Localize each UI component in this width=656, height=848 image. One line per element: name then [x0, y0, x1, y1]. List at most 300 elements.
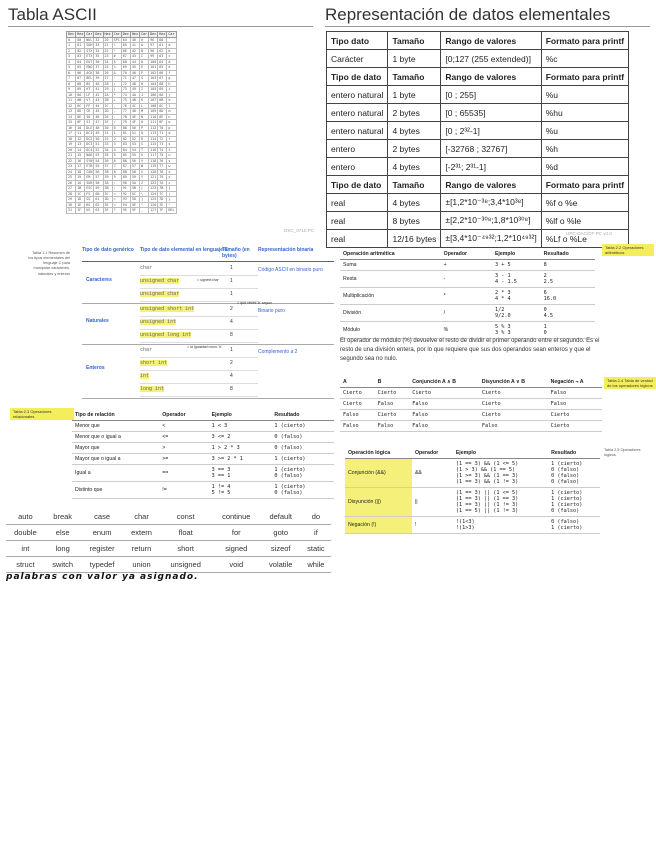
ascii-cell: HT [85, 87, 94, 93]
logic-row [345, 488, 600, 517]
ascii-cell: 78 [158, 169, 167, 175]
ascii-cell: 4A [130, 92, 139, 98]
ascii-cell: 21 [67, 153, 76, 159]
ascii-cell: - [112, 109, 121, 115]
arith-header-cell: Operador [441, 249, 492, 260]
rel-cell: 3 >= 2 * 1 [209, 454, 272, 465]
ascii-cell: ETB [86, 164, 93, 168]
rep-cell: 1 byte [388, 86, 441, 104]
ascii-cell: + [112, 98, 121, 104]
types-size: 2 [230, 306, 233, 312]
ascii-cell: 4B [130, 98, 139, 104]
ascii-cell: 114 [150, 136, 157, 141]
ascii-cell: 31 [103, 131, 112, 137]
ascii-cell: DEL [168, 208, 175, 212]
ascii-cell: 1E [76, 202, 85, 208]
ascii-cell: SOH [86, 43, 93, 47]
ascii-cell: BS [85, 81, 94, 87]
ascii-cell: ~ [167, 202, 176, 208]
truth-cell: Falso [409, 410, 479, 421]
ascii-cell: 19 [67, 142, 76, 148]
ascii-cell: FS [85, 191, 94, 197]
ascii-cell: 60 [158, 37, 167, 43]
ascii-cell: 124 [150, 191, 157, 196]
ascii-cell: 78 [121, 114, 130, 120]
ascii-cell: 39 [103, 175, 112, 181]
ascii-cell: 18 [76, 169, 85, 175]
ascii-cell: 53 [94, 153, 103, 159]
types-size: 1 [230, 291, 233, 297]
rel-cell: 0 (falso) [271, 432, 334, 443]
ascii-cell: 47 [94, 120, 103, 126]
arith-cell: % [441, 322, 492, 339]
keyword-cell: const [159, 509, 211, 525]
ascii-cell: 75 [158, 153, 167, 159]
ascii-cell: 6 [112, 158, 121, 164]
keyword-cell: auto [6, 509, 45, 525]
rep-cell: ±[2,2*10⁻³⁰⁸;1,8*10³⁰⁸] [441, 212, 541, 230]
keyword-cell: short [159, 541, 211, 557]
ascii-cell: 7 [67, 76, 76, 82]
rep-cell: %d [541, 158, 628, 176]
ascii-cell: * [112, 92, 121, 98]
arith-header-cell: Operación aritmética [340, 249, 441, 260]
ascii-cell: 10 [67, 92, 76, 98]
ascii-cell: 50 [94, 136, 103, 142]
ascii-cell: 49 [94, 131, 103, 137]
rel-header-cell: Ejemplo [209, 410, 272, 421]
logic-cell: && [412, 459, 453, 488]
ascii-cell: 48 [94, 125, 103, 131]
keyword-cell: void [212, 557, 261, 573]
keyword-cell: continue [212, 509, 261, 525]
ascii-cell: & [112, 70, 121, 76]
truth-cell: Falso [375, 399, 410, 410]
ascii-cell: 76 [158, 158, 167, 164]
ascii-cell: 95 [121, 208, 130, 214]
rep-header-cell: Tipo de dato [327, 176, 388, 194]
ascii-cell: 72 [121, 81, 130, 87]
rep-cell: real [327, 194, 388, 212]
ascii-cell: 107 [150, 98, 157, 102]
ascii-cell: 45 [94, 109, 103, 115]
ascii-cell: 27 [67, 186, 76, 192]
ascii-cell: U [140, 153, 149, 159]
ascii-cell: [ [140, 186, 149, 192]
ascii-cell: 70 [158, 125, 167, 131]
truth-cell: Falso [375, 421, 410, 432]
ascii-cell: ? [112, 208, 121, 214]
rep-cell: [0 ; 2³²-1] [441, 122, 541, 140]
rel-cell: 1 (cierto) 0 (falso) [271, 465, 334, 482]
ascii-cell: 71 [121, 76, 130, 82]
ascii-cell: 0 [112, 125, 121, 131]
logic-header-cell: Resultado [548, 448, 600, 459]
keyword-cell: else [45, 525, 81, 541]
types-h3: Representación binaria [258, 247, 314, 253]
ascii-cell: 41 [94, 87, 103, 93]
keyword-cell: default [261, 509, 301, 525]
arith-cell: - [441, 271, 492, 288]
ascii-header-cell: Hex [77, 32, 84, 36]
arith-header-cell: Resultado [541, 249, 595, 260]
ascii-cell: 37 [94, 65, 103, 71]
ascii-cell: 54 [130, 147, 139, 153]
ascii-cell: 46 [94, 114, 103, 120]
rep-header-cell: Rango de valores [441, 176, 541, 194]
ascii-cell: 6B [158, 98, 167, 104]
ascii-cell: 1D [76, 197, 85, 203]
ascii-cell: 59 [130, 175, 139, 181]
types-size: 8 [230, 332, 233, 338]
types-group-name: Enteros [86, 365, 105, 371]
rel-cell: 1 (cierto) 0 (falso) [271, 482, 334, 499]
ascii-cell: 00 [76, 37, 85, 43]
ascii-cell: 94 [121, 202, 130, 208]
ascii-cell: 6A [158, 92, 167, 98]
ascii-cell: 01 [76, 43, 85, 49]
rep-cell: [0 ; 255] [441, 86, 541, 104]
ascii-cell: 122 [150, 180, 157, 185]
ascii-cell: m [167, 109, 176, 115]
ascii-cell: 5 [67, 65, 76, 71]
ascii-cell: 13 [67, 109, 76, 115]
ascii-cell: e [167, 65, 176, 71]
ascii-cell: 0 [67, 37, 76, 43]
ascii-cell: 4F [130, 120, 139, 126]
ascii-cell: LF [85, 92, 94, 98]
arith-cell: Multiplicación [340, 288, 441, 305]
ascii-cell: 5D [130, 197, 139, 203]
ascii-cell: 2C [103, 103, 112, 109]
ascii-cell: 3A [103, 180, 112, 186]
keyword-cell: goto [261, 525, 301, 541]
ascii-cell: 92 [121, 191, 130, 197]
arith-header-cell: Ejemplo [492, 249, 541, 260]
rel-cell: 3 == 3 3 == 1 [209, 465, 272, 482]
rep-int-row [327, 86, 629, 104]
ascii-cell: 64 [121, 37, 130, 43]
ascii-cell: k [167, 98, 176, 104]
keyword-cell: float [159, 525, 211, 541]
rep-cell: %hu [541, 104, 628, 122]
ascii-cell: DLE [86, 125, 93, 130]
ascii-cell: 57 [130, 164, 139, 170]
ascii-cell: 55 [94, 164, 103, 170]
rel-table [72, 410, 334, 499]
ascii-cell: 2F [103, 120, 112, 126]
truth-row [340, 410, 602, 421]
ascii-header-cell: Car [141, 32, 148, 36]
ascii-cell: 13 [76, 142, 85, 148]
ascii-cell: b [167, 48, 176, 54]
ascii-cell: , [112, 103, 121, 109]
ascii-cell: o [167, 120, 176, 126]
ascii-cell: 5 [112, 153, 121, 159]
rep-header-cell: Tipo dato [327, 32, 388, 50]
truth-cell: Falso [548, 388, 602, 399]
arith-cell: 3 - 1 4 - 1.5 [492, 271, 541, 288]
types-size: 1 [230, 347, 233, 353]
ascii-cell: 28 [103, 81, 112, 87]
ascii-header-cell: Hex [104, 32, 111, 36]
ascii-cell: C [140, 54, 149, 60]
ascii-cell: 117 [150, 153, 157, 157]
ascii-cell: D [140, 59, 149, 65]
ascii-cell: ; [112, 186, 121, 192]
ascii-cell: 0F [76, 120, 85, 126]
rep-cell: %c [541, 50, 628, 68]
ascii-cell: ] [140, 197, 149, 203]
truth-cell: Falso [409, 399, 479, 410]
ascii-cell: 74 [158, 147, 167, 153]
ascii-cell: 11 [67, 98, 76, 104]
ascii-cell: 1A [76, 180, 85, 186]
logic-tag: Tabla 2.5 Operadores lógicos [604, 448, 641, 458]
ascii-cell: ` [167, 37, 176, 43]
logic-cell: (1 == 3) && (1 <= 5) (1 > 3) && (1 == 5) (1 >= 3) && (1 == 3) (1 == 3) && (1 != 3) [453, 459, 548, 488]
ascii-cell: FF [85, 103, 94, 109]
ascii-cell: 4E [130, 114, 139, 120]
ascii-cell: G [140, 76, 149, 82]
rep-cell: 4 bytes [388, 122, 441, 140]
ascii-cell: 72 [158, 136, 167, 142]
truth-header-cell: Conjunción A ∧ B [409, 377, 479, 388]
ascii-cell: 11 [76, 131, 85, 137]
truth-cell: Cierto [375, 388, 410, 399]
ascii-cell: 73 [121, 87, 130, 93]
ascii-cell: > [112, 202, 121, 208]
ascii-cell: 70 [121, 70, 130, 76]
ascii-cell: | [167, 191, 176, 197]
arith-cell: + [441, 260, 492, 271]
rep-header-cell: Tamaño [388, 176, 441, 194]
ascii-cell: u [167, 153, 176, 159]
ascii-cell: 08 [76, 81, 85, 87]
types-h0: Tipo de dato genérico [82, 247, 134, 253]
types-size: 1 [230, 265, 233, 271]
ascii-cell: 5B [130, 186, 139, 192]
ascii-cell: 2 [112, 136, 121, 142]
truth-cell: Falso [340, 410, 375, 421]
types-c-type: char [140, 347, 153, 353]
ascii-cell: 16 [76, 158, 85, 164]
keyword-cell: int [6, 541, 45, 557]
ascii-cell: STX [86, 48, 93, 53]
ascii-cell: 1F [76, 208, 85, 214]
rep-cell: entero natural [327, 86, 388, 104]
rep-cell: entero [327, 140, 388, 158]
ascii-cell: 110 [150, 114, 157, 119]
logic-table [345, 448, 600, 534]
arith-table [340, 249, 595, 339]
rel-header-cell: Operador [159, 410, 208, 421]
logic-cell: 1 (cierto) 1 (cierto) 1 (cierto) 0 (falso) [548, 488, 600, 517]
ascii-cell: 60 [94, 191, 103, 197]
rel-cell: == [159, 465, 208, 482]
ascii-cell: 68 [121, 59, 130, 65]
rep-tables [326, 31, 629, 248]
ascii-cell: 2 [67, 48, 76, 54]
ascii-title: Tabla ASCII [8, 5, 97, 24]
keyword-cell: register [81, 541, 124, 557]
ascii-cell: 90 [121, 180, 130, 186]
rel-row [72, 465, 334, 482]
ascii-cell: 6C [158, 103, 167, 109]
ascii-cell: 2D [103, 109, 112, 115]
ascii-cell: DC1 [86, 131, 93, 135]
keyword-cell: long [45, 541, 81, 557]
ascii-cell: 113 [150, 131, 157, 135]
rep-char-table [326, 31, 629, 248]
ascii-header-cell: Hex [159, 32, 166, 36]
ascii-cell: 31 [67, 208, 76, 214]
rep-header-cell: Formato para printf [541, 68, 628, 86]
logic-header-cell: Operador [412, 448, 453, 459]
keyword-cell: return [124, 541, 160, 557]
ascii-cell: 42 [130, 48, 139, 54]
ascii-cell: 3F [103, 208, 112, 214]
arith-cell: 1/2 9/2.0 [492, 305, 541, 322]
rep-header-cell: Rango de valores [441, 32, 541, 50]
ascii-cell: s [167, 142, 176, 148]
ascii-cell: 66 [158, 70, 167, 76]
types-size: 1 [230, 278, 233, 284]
ascii-cell: { [167, 186, 176, 192]
ascii-cell: 126 [150, 202, 157, 207]
types-size: 2 [230, 360, 233, 366]
ascii-cell: 36 [103, 158, 112, 164]
keywords-wrap [6, 509, 331, 573]
ascii-cell: L [140, 103, 149, 109]
ascii-cell: / [112, 120, 121, 126]
ascii-cell: A [140, 43, 149, 49]
ascii-cell: 34 [94, 48, 103, 54]
types-note1: = signed char [197, 278, 219, 282]
ascii-cell: i [167, 87, 176, 93]
truth-table-wrap [340, 377, 602, 432]
ascii-cell: 54 [94, 158, 103, 164]
logic-cell: !(1<3) !(1>3) [453, 517, 548, 534]
rep-cell: %h [541, 140, 628, 158]
ascii-cell: 24 [67, 169, 76, 175]
ascii-cell: 74 [121, 92, 130, 98]
rep-cell: 1 byte [388, 50, 441, 68]
keyword-cell: enum [81, 525, 124, 541]
ascii-cell: CAN [86, 169, 93, 174]
rep-header-cell: Tamaño [388, 68, 441, 86]
arith-paragraph [340, 337, 602, 364]
ascii-cell: 23 [67, 164, 76, 170]
rel-tag: Tabla 2.3 Operadores relacionales [10, 408, 74, 420]
ascii-header-cell: Car [86, 32, 93, 36]
arith-cell: 8 [541, 260, 595, 271]
ascii-cell: T [140, 147, 149, 153]
rep-header-cell: Rango de valores [441, 68, 541, 86]
ascii-cell: l [167, 103, 176, 109]
ascii-cell: 32 [94, 37, 103, 43]
ascii-cell: 5A [130, 180, 139, 186]
truth-cell: Falso [340, 421, 375, 432]
ascii-cell: 0E [76, 114, 85, 120]
ascii-cell: 79 [158, 175, 167, 181]
keyword-cell: union [124, 557, 160, 573]
ascii-cell: 103 [150, 76, 157, 80]
ascii-cell: 67 [158, 76, 167, 82]
ascii-cell: = [112, 197, 121, 203]
keyword-row [6, 541, 331, 557]
arith-row [340, 271, 595, 288]
ascii-cell: 51 [94, 142, 103, 148]
ascii-cell: 51 [130, 131, 139, 137]
ascii-cell: 96 [149, 37, 158, 43]
ascii-cell: 28 [67, 191, 76, 197]
ascii-cell: 59 [94, 186, 103, 192]
rel-cell: Menor que [72, 421, 159, 432]
rel-cell: > [159, 443, 208, 454]
arith-row [340, 305, 595, 322]
ascii-cell: f [167, 70, 176, 76]
rep-cell: %f o %e [541, 194, 628, 212]
rep-real-row [327, 212, 629, 230]
truth-tag: Tabla 2.4 Tabla de verdad de los operadores lógicos [604, 377, 656, 389]
ascii-cell: 125 [150, 197, 157, 201]
ascii-cell: w [167, 164, 176, 170]
logic-cell: Disyunción (||) [345, 488, 412, 517]
arith-paragraph-text: El operador de módulo (%) devuelve el resto de dividir el primer operando entre el segundo. Es el resto de una división entera, por lo que requiere que sus dos operandos sean enteros y que el segundo sea no nulo. [340, 338, 600, 362]
ascii-cell: ETX [86, 54, 93, 58]
rep-header-cell: Formato para printf [541, 176, 628, 194]
rep-cell: 2 bytes [388, 104, 441, 122]
ascii-cell: 63 [158, 54, 167, 60]
ascii-cell: 57 [94, 175, 103, 181]
ascii-cell: ^ [140, 202, 149, 208]
ascii-cell: % [112, 65, 121, 71]
ascii-cell: 111 [150, 120, 157, 124]
logic-cell: Negación (!) [345, 517, 412, 534]
ascii-cell: 81 [121, 131, 130, 137]
arith-cell: División [340, 305, 441, 322]
ascii-cell: 6 [67, 70, 76, 76]
truth-cell: Cierto [340, 399, 375, 410]
ascii-cell: 116 [150, 147, 157, 152]
arith-cell: 5 % 3 3 % 3 [492, 322, 541, 339]
truth-cell: Falso [479, 421, 548, 432]
ascii-cell: 3B [103, 186, 112, 192]
ascii-cell: 88 [121, 169, 130, 175]
ascii-cell: B [140, 48, 149, 54]
ascii-cell: d [167, 59, 176, 65]
ascii-cell: 82 [121, 136, 130, 142]
ascii-header-cell: Car [168, 32, 175, 36]
ascii-cell: : [112, 180, 121, 186]
arith-tag: Tabla 2.2 Operadores aritméticos [602, 244, 654, 256]
ascii-cell: 3C [103, 191, 112, 197]
ascii-cell: 99 [149, 54, 158, 60]
ascii-cell: 85 [121, 153, 130, 159]
ascii-cell: 02 [76, 48, 85, 54]
ascii-cell: P [140, 125, 149, 131]
rel-row [72, 432, 334, 443]
types-caption: Tabla 1.1 Resumen de los tipos elementales del lenguaje C para manipular caracteres, naturales y enteros [28, 251, 70, 276]
ascii-cell: 4 [67, 59, 76, 65]
ascii-cell: H [140, 81, 149, 87]
ascii-cell: 98 [149, 48, 158, 54]
truth-cell: Falso [409, 421, 479, 432]
ascii-cell: 7A [158, 180, 167, 186]
ascii-cell: 58 [130, 169, 139, 175]
ascii-cell: t [167, 147, 176, 153]
